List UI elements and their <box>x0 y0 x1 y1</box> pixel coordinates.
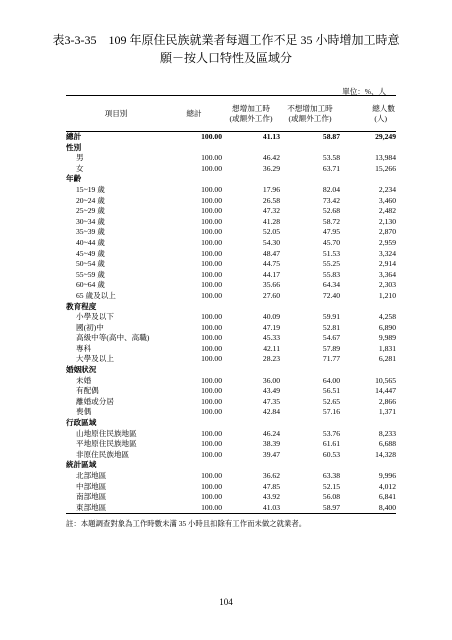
cell-total <box>166 302 222 313</box>
cell-count: 2,130 <box>378 216 396 226</box>
row-label: 統計區域 <box>66 460 97 470</box>
table-row <box>66 249 396 260</box>
cell-total: 100.00 <box>201 269 222 279</box>
cell-not-want: 58.97 <box>280 503 340 514</box>
cell-want: 36.29 <box>262 163 280 173</box>
cell-total: 100.00 <box>201 195 222 205</box>
cell-count: 2,866 <box>378 396 396 406</box>
cell-total: 100.00 <box>201 396 222 406</box>
table-row <box>66 482 396 493</box>
cell-not-want: 58.72 <box>322 216 340 226</box>
table-row <box>66 132 396 143</box>
header-want-line2: (或額外工作) <box>229 113 273 123</box>
row-label: 女 <box>76 163 84 173</box>
cell-total: 100.00 <box>201 354 222 364</box>
cell-total: 100.00 <box>166 503 222 514</box>
cell-count: 3,324 <box>378 248 396 258</box>
cell-want: 43.49 <box>262 386 280 396</box>
cell-not-want <box>280 418 340 429</box>
table-row <box>66 270 396 281</box>
cell-count: 1,831 <box>378 343 396 353</box>
cell-want <box>222 302 280 313</box>
cell-not-want <box>280 365 340 376</box>
cell-count: 15,266 <box>375 163 396 173</box>
cell-not-want: 63.38 <box>322 471 340 480</box>
table-row <box>66 238 396 249</box>
cell-total: 100.00 <box>201 449 222 459</box>
row-label: 大學及以上 <box>76 354 114 364</box>
cell-not-want <box>280 302 340 313</box>
table-row <box>66 450 396 461</box>
header-count-line1: 總人數 <box>372 103 395 113</box>
cell-count: 6,281 <box>378 354 396 364</box>
cell-want <box>222 143 280 154</box>
cell-total: 100.00 <box>201 439 222 449</box>
row-label: 25~29 歲 <box>76 206 105 216</box>
cell-total: 100.00 <box>201 237 222 247</box>
cell-not-want: 56.08 <box>322 492 340 502</box>
cell-not-want: 73.42 <box>322 195 340 205</box>
cell-want: 36.00 <box>262 375 280 385</box>
cell-total <box>166 143 222 154</box>
cell-not-want: 60.53 <box>322 449 340 459</box>
cell-not-want: 47.95 <box>322 227 340 237</box>
cell-not-want <box>280 460 340 471</box>
cell-count: 14,328 <box>375 449 396 459</box>
cell-not-want: 55.25 <box>322 259 340 269</box>
row-label: 40~44 歲 <box>76 237 105 247</box>
cell-want: 27.60 <box>262 290 280 300</box>
row-label: 東部地區 <box>66 503 166 514</box>
row-label: 北部地區 <box>76 471 107 480</box>
cell-count: 4,012 <box>378 481 396 491</box>
table-row <box>66 153 396 164</box>
cell-total <box>166 460 222 471</box>
row-label: 45~49 歲 <box>76 248 105 258</box>
table-row <box>66 259 396 270</box>
cell-total: 100.00 <box>201 312 222 322</box>
table-row <box>66 407 396 418</box>
cell-want: 47.19 <box>262 322 280 332</box>
table-row <box>66 227 396 238</box>
header-count <box>340 96 396 132</box>
header-count-line2: (人) <box>374 113 387 123</box>
cell-total: 100.00 <box>201 280 222 290</box>
cell-count: 14,447 <box>375 386 396 396</box>
header-not-want-line2: (或額外工作) <box>288 113 332 123</box>
cell-count <box>340 365 396 376</box>
row-label: 高級中等(高中、高職) <box>76 333 150 343</box>
header-not-want-line1: 不想增加工時 <box>287 103 333 113</box>
cell-total: 100.00 <box>201 206 222 216</box>
cell-total: 100.00 <box>201 163 222 173</box>
cell-total <box>166 365 222 376</box>
cell-count: 2,959 <box>378 237 396 247</box>
table-row <box>66 397 396 408</box>
cell-total <box>166 174 222 185</box>
row-label: 總計 <box>66 132 82 141</box>
cell-count: 10,565 <box>375 375 396 385</box>
page-number: 104 <box>219 597 233 607</box>
row-label: 教育程度 <box>66 301 97 311</box>
cell-not-want: 56.51 <box>322 386 340 396</box>
table-row <box>66 185 396 196</box>
table-row <box>66 280 396 291</box>
cell-not-want: 45.70 <box>322 237 340 247</box>
cell-total: 100.00 <box>201 343 222 353</box>
cell-count: 6,688 <box>378 439 396 449</box>
row-label: 專科 <box>76 343 92 353</box>
cell-not-want: 63.71 <box>322 163 340 173</box>
cell-want: 43.92 <box>262 492 280 502</box>
header-row <box>66 96 396 132</box>
cell-total: 100.00 <box>201 386 222 396</box>
row-label: 60~64 歲 <box>76 280 105 290</box>
cell-total: 100.00 <box>201 333 222 343</box>
row-label: 中部地區 <box>76 481 107 491</box>
row-label: 男 <box>76 153 84 163</box>
table-row <box>66 492 396 503</box>
cell-not-want: 72.40 <box>322 290 340 300</box>
cell-not-want: 64.00 <box>322 375 340 385</box>
cell-total: 100.00 <box>201 322 222 332</box>
cell-want <box>222 174 280 185</box>
row-label: 50~54 歲 <box>76 259 105 269</box>
cell-not-want: 55.83 <box>322 269 340 279</box>
table-row <box>66 471 396 482</box>
cell-want: 41.03 <box>222 503 280 514</box>
table-row <box>66 206 396 217</box>
cell-not-want: 57.89 <box>322 343 340 353</box>
row-label: 平地原住民族地區 <box>76 439 137 449</box>
row-label: 55~59 歲 <box>76 269 105 279</box>
cell-want: 48.47 <box>262 248 280 258</box>
cell-count: 3,460 <box>378 195 396 205</box>
cell-count: 2,870 <box>378 227 396 237</box>
cell-want: 36.62 <box>262 471 280 480</box>
cell-want: 38.39 <box>262 439 280 449</box>
table-body <box>66 132 396 514</box>
table-title-line2: 願－按人口特性及區域分 <box>159 51 292 65</box>
cell-count: 9,989 <box>378 333 396 343</box>
row-label: 15~19 歲 <box>76 184 105 194</box>
cell-count: 8,400 <box>340 503 396 514</box>
row-label: 30~34 歲 <box>76 216 105 226</box>
cell-count <box>340 418 396 429</box>
table-row <box>66 344 396 355</box>
table-row <box>66 333 396 344</box>
row-label: 離婚或分居 <box>76 396 114 406</box>
table-row <box>66 503 396 514</box>
cell-count: 2,303 <box>378 280 396 290</box>
row-label: 喪偶 <box>76 407 92 417</box>
row-label: 山地原住民族地區 <box>76 428 137 438</box>
footnote: 註：本題調查對象為工作時數未滿 35 小時且扣除有工作而未做之就業者。 <box>66 519 307 528</box>
group-header-row <box>66 460 396 471</box>
cell-total: 100.00 <box>201 184 222 194</box>
table-row <box>66 376 396 387</box>
row-label: 行政區域 <box>66 418 97 428</box>
cell-not-want: 61.61 <box>322 439 340 449</box>
cell-want <box>222 365 280 376</box>
table-row <box>66 323 396 334</box>
cell-count: 29,249 <box>375 132 396 141</box>
table-row <box>66 386 396 397</box>
cell-total: 100.00 <box>201 481 222 491</box>
data-table <box>66 95 396 514</box>
cell-not-want: 52.15 <box>322 481 340 491</box>
cell-count: 6,890 <box>378 322 396 332</box>
group-header-row <box>66 365 396 376</box>
cell-want: 44.17 <box>262 269 280 279</box>
cell-not-want: 53.58 <box>322 153 340 163</box>
cell-count <box>340 460 396 471</box>
cell-count: 13,984 <box>375 153 396 163</box>
table-row <box>66 429 396 440</box>
cell-total: 100.00 <box>201 471 222 480</box>
row-label: 年齡 <box>66 174 82 184</box>
cell-not-want <box>280 174 340 185</box>
cell-total: 100.00 <box>201 428 222 438</box>
cell-want: 54.30 <box>262 237 280 247</box>
row-label: 有配偶 <box>76 386 99 396</box>
cell-not-want: 53.76 <box>322 428 340 438</box>
cell-not-want: 54.67 <box>322 333 340 343</box>
row-label: 性別 <box>66 142 82 152</box>
cell-want: 47.35 <box>262 396 280 406</box>
row-label: 小學及以下 <box>76 312 114 322</box>
cell-total: 100.00 <box>201 227 222 237</box>
cell-want: 42.84 <box>262 407 280 417</box>
cell-count: 8,233 <box>378 428 396 438</box>
header-want <box>222 96 280 132</box>
header-want-line1: 想增加工時 <box>232 103 270 113</box>
table-row <box>66 312 396 323</box>
cell-want: 26.58 <box>262 195 280 205</box>
cell-count: 9,996 <box>378 471 396 480</box>
row-label: 國(初)中 <box>76 322 104 332</box>
header-total: 總計 <box>166 96 222 132</box>
group-header-row <box>66 143 396 154</box>
cell-want: 41.28 <box>262 216 280 226</box>
cell-count: 1,210 <box>378 290 396 300</box>
row-label: 未婚 <box>76 375 92 385</box>
cell-not-want: 52.81 <box>322 322 340 332</box>
cell-total <box>166 418 222 429</box>
row-label: 婚姻狀況 <box>66 365 97 375</box>
row-label: 非原住民族地區 <box>76 449 130 459</box>
table-row <box>66 354 396 365</box>
cell-want: 44.75 <box>262 259 280 269</box>
cell-total: 100.00 <box>201 407 222 417</box>
table-row <box>66 196 396 207</box>
cell-not-want: 58.87 <box>322 132 340 141</box>
table-row <box>66 164 396 175</box>
row-label: 20~24 歲 <box>76 195 105 205</box>
cell-total: 100.00 <box>201 259 222 269</box>
cell-want: 42.11 <box>263 343 280 353</box>
cell-want: 47.85 <box>262 481 280 491</box>
cell-want: 46.42 <box>262 153 280 163</box>
cell-count <box>340 143 396 154</box>
cell-count: 2,914 <box>378 259 396 269</box>
cell-total: 100.00 <box>201 132 222 141</box>
cell-count: 3,364 <box>378 269 396 279</box>
group-header-row <box>66 302 396 313</box>
cell-total: 100.00 <box>201 290 222 300</box>
cell-want: 46.24 <box>262 428 280 438</box>
cell-not-want: 51.53 <box>322 248 340 258</box>
cell-not-want: 82.04 <box>322 184 340 194</box>
cell-count: 2,482 <box>378 206 396 216</box>
cell-not-want: 57.16 <box>322 407 340 417</box>
cell-total: 100.00 <box>201 492 222 502</box>
table-row <box>66 291 396 302</box>
cell-count <box>340 174 396 185</box>
row-label: 65 歲及以上 <box>76 290 116 300</box>
unit-label: 單位：%、人 <box>342 87 386 96</box>
table-row <box>66 217 396 228</box>
table-title-line1: 表3-3-35 109 年原住民族就業者每週工作不足 35 小時增加工時意 <box>52 33 400 47</box>
cell-not-want: 52.68 <box>322 206 340 216</box>
cell-count <box>340 302 396 313</box>
cell-count: 2,234 <box>378 184 396 194</box>
cell-total: 100.00 <box>201 248 222 258</box>
cell-want: 41.13 <box>262 132 280 141</box>
cell-count: 1,371 <box>378 407 396 417</box>
cell-not-want: 52.65 <box>322 396 340 406</box>
header-item: 項目別 <box>66 96 166 132</box>
cell-want: 17.96 <box>262 184 280 194</box>
cell-want <box>222 418 280 429</box>
row-label: 35~39 歲 <box>76 227 105 237</box>
header-not-want <box>280 96 340 132</box>
group-header-row <box>66 418 396 429</box>
cell-not-want: 64.34 <box>322 280 340 290</box>
cell-want: 47.32 <box>262 206 280 216</box>
cell-want: 52.05 <box>262 227 280 237</box>
cell-total: 100.00 <box>201 216 222 226</box>
cell-total: 100.00 <box>201 375 222 385</box>
cell-count: 6,841 <box>378 492 396 502</box>
table-row <box>66 439 396 450</box>
cell-want <box>222 460 280 471</box>
cell-not-want: 59.91 <box>322 312 340 322</box>
row-label: 南部地區 <box>76 492 107 502</box>
cell-not-want <box>280 143 340 154</box>
group-header-row <box>66 174 396 185</box>
cell-not-want: 71.77 <box>322 354 340 364</box>
cell-want: 40.09 <box>262 312 280 322</box>
cell-want: 28.23 <box>262 354 280 364</box>
cell-want: 45.33 <box>262 333 280 343</box>
cell-total: 100.00 <box>201 153 222 163</box>
cell-want: 35.66 <box>262 280 280 290</box>
cell-count: 4,258 <box>378 312 396 322</box>
cell-want: 39.47 <box>262 449 280 459</box>
